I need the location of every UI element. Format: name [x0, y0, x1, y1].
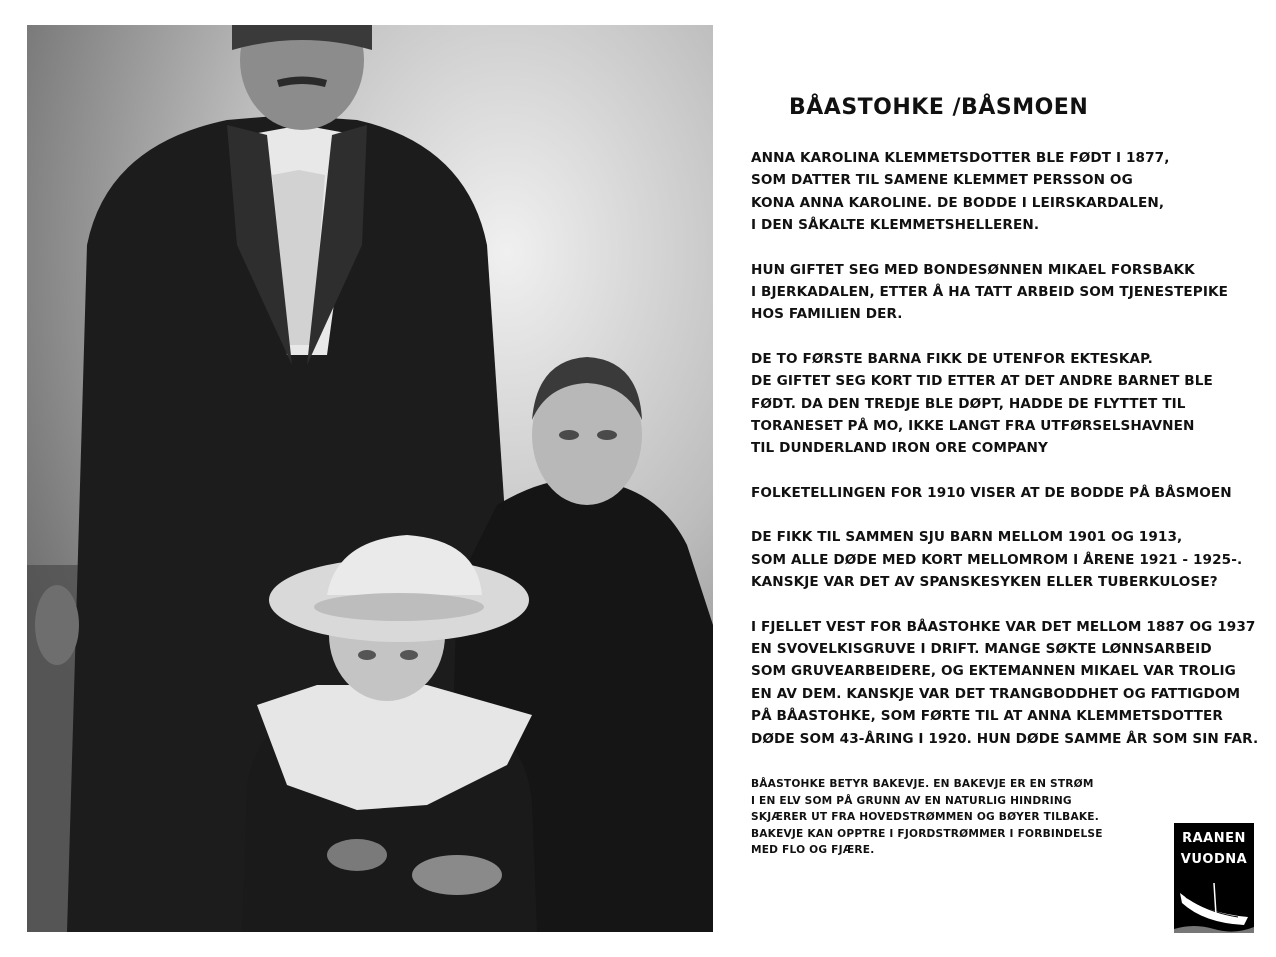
- text-line: DE FIKK TIL SAMMEN SJU BARN MELLOM 1901 OG 1913,: [751, 529, 1183, 546]
- footnote: [751, 776, 1151, 859]
- text-line: I BJERKADALEN, ETTER Å HA TATT ARBEID SOM TJENESTEPIKE: [751, 284, 1229, 301]
- text-line: FOLKETELLINGEN FOR 1910 VISER AT DE BODDE PÅ BÅSMOEN: [751, 484, 1232, 501]
- boat-logo-icon: [1174, 873, 1254, 933]
- text-line: DE TO FØRSTE BARNA FIKK DE UTENFOR EKTESKAP.: [751, 350, 1153, 367]
- text-line: TIL DUNDERLAND IRON ORE COMPANY: [751, 440, 1048, 457]
- text-line: EN AV DEM. KANSKJE VAR DET TRANGBODDHET OG FATTIGDOM: [751, 685, 1241, 702]
- text-line: HUN GIFTET SEG MED BONDESØNNEN MIKAEL FORSBAKK: [751, 261, 1195, 278]
- note-line: BAKEVJE KAN OPPTRE I FJORDSTRØMMER I FORBINDELSE: [751, 827, 1103, 840]
- family-portrait-photo: [27, 25, 713, 932]
- text-line: I FJELLET VEST FOR BÅASTOHKE VAR DET MELLOM 1887 OG 1937: [751, 618, 1256, 635]
- portrait-illustration: [27, 25, 713, 932]
- paragraph-deaths: [751, 526, 1266, 593]
- note-line: BÅASTOHKE BETYR BAKEVJE. EN BAKEVJE ER EN STRØM: [751, 778, 1094, 790]
- text-line: FØDT. DA DEN TREDJE BLE DØPT, HADDE DE FLYTTET TIL: [751, 395, 1186, 412]
- text-line: SOM DATTER TIL SAMENE KLEMMET PERSSON OG: [751, 172, 1133, 189]
- paragraph-census: [751, 482, 1266, 504]
- page-title: BÅASTOHKE /BÅSMOEN: [789, 95, 1089, 120]
- text-line: PÅ BÅASTOHKE, SOM FØRTE TIL AT ANNA KLEMMETSDOTTER: [751, 708, 1223, 725]
- note-line: SKJÆRER UT FRA HOVEDSTRØMMEN OG BØYER TILBAKE.: [751, 811, 1099, 824]
- paragraph-children: [751, 348, 1266, 460]
- text-line: EN SVOVELKISGRUVE I DRIFT. MANGE SØKTE LØNNSARBEID: [751, 640, 1212, 657]
- text-line: DØDE SOM 43-ÅRING I 1920. HUN DØDE SAMME ÅR SOM SIN FAR.: [751, 730, 1259, 747]
- text-line: ANNA KAROLINA KLEMMETSDOTTER BLE FØDT I 1877,: [751, 150, 1170, 166]
- text-line: TORANESET PÅ MO, IKKE LANGT FRA UTFØRSELSHAVNEN: [751, 418, 1195, 435]
- logo-line-1: RAANEN: [1182, 831, 1246, 846]
- text-line: SOM ALLE DØDE MED KORT MELLOMROM I ÅRENE 1921 - 1925-.: [751, 551, 1243, 568]
- logo-line-2: VUODNA: [1180, 852, 1248, 867]
- text-line: SOM GRUVEARBEIDERE, OG EKTEMANNEN MIKAEL VAR TROLIG: [751, 663, 1236, 680]
- text-line: I DEN SÅKALTE KLEMMETSHELLEREN.: [751, 217, 1040, 234]
- raanen-vuodna-logo: [1174, 823, 1254, 933]
- text-line: DE GIFTET SEG KORT TID ETTER AT DET ANDRE BARNET BLE: [751, 373, 1213, 390]
- story-body: [751, 147, 1266, 772]
- paragraph-marriage: [751, 259, 1266, 326]
- paragraph-birth: [751, 147, 1266, 237]
- paragraph-mine: [751, 616, 1266, 750]
- note-line: I EN ELV SOM PÅ GRUNN AV EN NATURLIG HINDRING: [751, 794, 1072, 807]
- text-line: KONA ANNA KAROLINE. DE BODDE I LEIRSKARDALEN,: [751, 194, 1165, 211]
- text-line: KANSKJE VAR DET AV SPANSKESYKEN ELLER TUBERKULOSE?: [751, 574, 1218, 591]
- note-line: MED FLO OG FJÆRE.: [751, 844, 875, 857]
- text-line: HOS FAMILIEN DER.: [751, 306, 903, 323]
